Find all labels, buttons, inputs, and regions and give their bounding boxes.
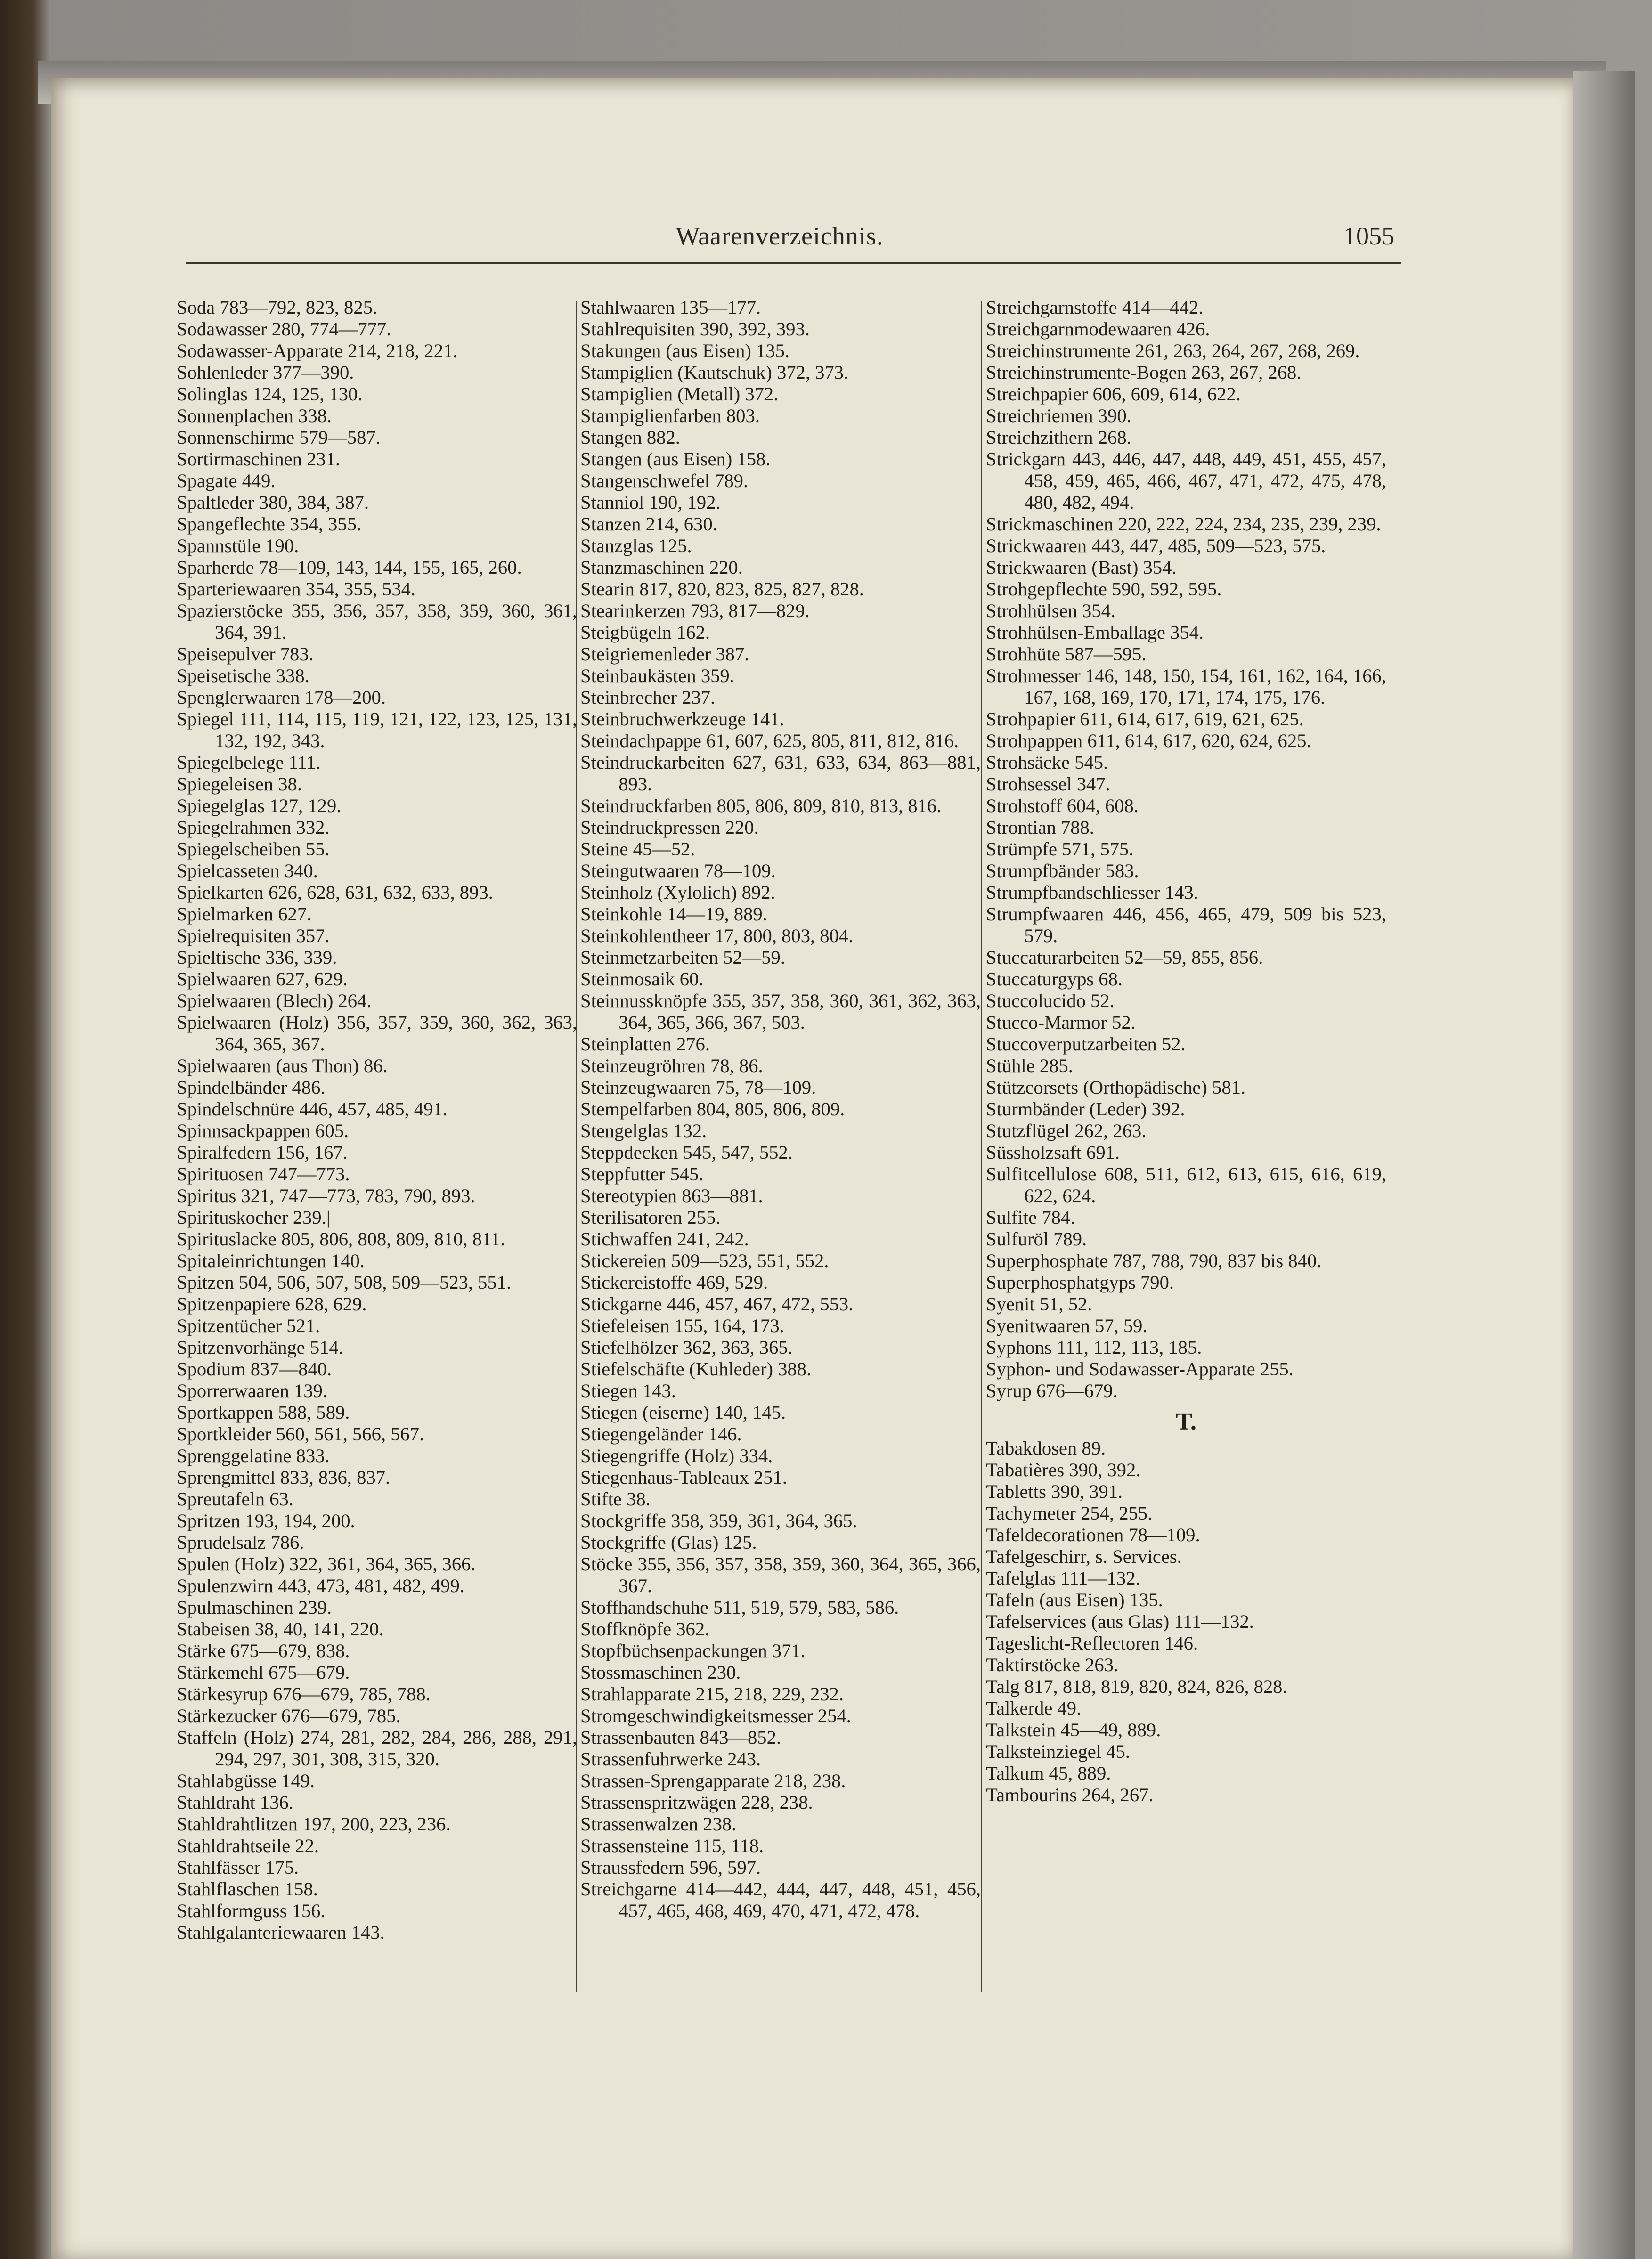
index-entry: Spannstüle 190. (177, 535, 299, 556)
index-entry: Stahlabgüsse 149. (177, 1770, 315, 1791)
index-entry: Syenitwaaren 57, 59. (986, 1315, 1147, 1336)
index-entry: Stangenschwefel 789. (580, 470, 749, 491)
index-entry: Steinplatten 276. (580, 1033, 710, 1055)
index-entry: Strohhülsen-Emballage 354. (986, 622, 1204, 643)
index-entry: Stabeisen 38, 40, 141, 220. (177, 1618, 384, 1640)
index-entry: Strohpappen 611, 614, 617, 620, 624, 625. (986, 730, 1311, 751)
index-entry: Spagate 449. (177, 470, 276, 491)
index-entry: Steigriemenleder 387. (580, 643, 749, 665)
index-entry: Sparherde 78—109, 143, 144, 155, 165, 260. (177, 557, 522, 578)
index-entry: Stanzen 214, 630. (580, 513, 717, 535)
index-entry: Steinbruchwerkzeuge 141. (580, 708, 784, 730)
index-entry: Sulfuröl 789. (986, 1228, 1087, 1250)
index-entry: Strohhülsen 354. (986, 600, 1116, 621)
index-entry: Stempelfarben 804, 805, 806, 809. (580, 1098, 845, 1120)
index-entry: Tambourins 264, 267. (986, 1784, 1154, 1805)
index-column-3-entries (986, 297, 1386, 1402)
index-entry: Stengelglas 132. (580, 1120, 707, 1141)
index-entry: Spritzen 193, 194, 200. (177, 1510, 355, 1531)
index-entry: Sulfitcellulose 608, 511, 612, 613, 615, 616, 619, 622, 624. (986, 1163, 1386, 1206)
index-entry: Stanzmaschinen 220. (580, 557, 743, 578)
index-entry: Spielwaaren (Holz) 356, 357, 359, 360, 362, 363, 364, 365, 367. (177, 1012, 577, 1055)
index-entry: Strickwaaren 443, 447, 485, 509—523, 575. (986, 535, 1326, 556)
index-entry: Strassenwalzen 238. (580, 1813, 737, 1835)
column-divider (981, 301, 982, 1992)
index-entry: Strohsessel 347. (986, 773, 1110, 795)
index-entry: Stopfbüchsenpackungen 371. (580, 1640, 806, 1661)
index-entry: Tageslicht-Reflectoren 146. (986, 1633, 1198, 1654)
index-entry: Spirituosen 747—773. (177, 1163, 350, 1185)
index-entry: Talkerde 49. (986, 1698, 1082, 1719)
index-entry: Spindelbänder 486. (177, 1077, 326, 1098)
index-entry: Sonnenschirme 579—587. (177, 427, 381, 448)
index-entry: Stiegengriffe (Holz) 334. (580, 1445, 773, 1466)
index-entry: Spielwaaren 627, 629. (177, 968, 348, 990)
index-entry: Spitzenvorhänge 514. (177, 1337, 343, 1358)
index-entry: Sterilisatoren 255. (580, 1207, 721, 1228)
index-entry: Speisetische 338. (177, 665, 309, 686)
index-entry: Steinmetzarbeiten 52—59. (580, 947, 785, 968)
index-entry: Sprengmittel 833, 836, 837. (177, 1467, 391, 1488)
index-entry: Strassen-Sprengapparate 218, 238. (580, 1770, 846, 1791)
index-entry: Tabatières 390, 392. (986, 1459, 1141, 1480)
index-entry: Syphons 111, 112, 113, 185. (986, 1337, 1202, 1358)
index-entry: Stahlrequisiten 390, 392, 393. (580, 318, 810, 340)
index-entry: Sodawasser-Apparate 214, 218, 221. (177, 340, 458, 361)
index-entry: Sohlenleder 377—390. (177, 362, 354, 383)
index-entry: Spirituslacke 805, 806, 808, 809, 810, 811. (177, 1228, 505, 1250)
index-entry: Spiegel 111, 114, 115, 119, 121, 122, 123, 125, 131, 132, 192, 343. (177, 708, 577, 751)
index-entry: Talg 817, 818, 819, 820, 824, 826, 828. (986, 1676, 1287, 1697)
index-entry: Stärke 675—679, 838. (177, 1640, 350, 1661)
index-entry: Stickereien 509—523, 551, 552. (580, 1250, 829, 1271)
section-letter-heading: T. (1176, 1408, 1196, 1435)
index-entry: Spangeflechte 354, 355. (177, 513, 362, 535)
index-entry: Stoffknöpfe 362. (580, 1618, 710, 1640)
index-entry: Süssholzsaft 691. (986, 1142, 1120, 1163)
index-entry: Spitzenpapiere 628, 629. (177, 1293, 367, 1315)
index-entry: Stöcke 355, 356, 357, 358, 359, 360, 364, 365, 366, 367. (580, 1553, 981, 1596)
index-entry: Spielkarten 626, 628, 631, 632, 633, 893. (177, 882, 493, 903)
index-column-3 (986, 297, 1386, 1806)
index-entry: Spiegelrahmen 332. (177, 817, 330, 838)
section-t-entries (986, 1438, 1386, 1806)
index-column-2 (580, 297, 981, 1922)
index-entry: Stiegengeländer 146. (580, 1423, 742, 1445)
index-entry: Steinnussknöpfe 355, 357, 358, 360, 361, 362, 363, 364, 365, 366, 367, 503. (580, 990, 981, 1033)
index-entry: Steindruckpressen 220. (580, 817, 759, 838)
index-entry: Streichpapier 606, 609, 614, 622. (986, 383, 1241, 405)
index-entry: Tabletts 390, 391. (986, 1481, 1123, 1502)
index-entry: Steine 45—52. (580, 838, 695, 860)
index-entry: Spielwaaren (aus Thon) 86. (177, 1055, 388, 1076)
index-entry: Spielwaaren (Blech) 264. (177, 990, 372, 1011)
index-entry: Steppdecken 545, 547, 552. (580, 1142, 793, 1163)
index-entry: Strohstoff 604, 608. (986, 795, 1139, 816)
index-entry: Stühle 285. (986, 1055, 1073, 1076)
index-entry: Stahlgalanteriewaaren 143. (177, 1922, 385, 1943)
index-entry: Stanniol 190, 192. (580, 492, 721, 513)
index-entry: Stuccolucido 52. (986, 990, 1115, 1011)
index-entry: Sportkappen 588, 589. (177, 1402, 350, 1423)
index-entry: Spieltische 336, 339. (177, 947, 337, 968)
index-entry: Stossmaschinen 230. (580, 1662, 741, 1683)
index-entry: Streichinstrumente 261, 263, 264, 267, 268, 269. (986, 340, 1360, 361)
index-entry: Stearin 817, 820, 823, 825, 827, 828. (580, 578, 864, 600)
index-entry: Spiegelbelege 111. (177, 752, 321, 773)
index-entry: Stucco-Marmor 52. (986, 1012, 1136, 1033)
index-entry: Stampiglien (Metall) 372. (580, 383, 779, 405)
index-entry: Stiefelhölzer 362, 363, 365. (580, 1337, 793, 1358)
index-entry: Strumpfwaaren 446, 456, 465, 479, 509 bis 523, 579. (986, 903, 1386, 946)
index-entry: Stuccaturarbeiten 52—59, 855, 856. (986, 947, 1263, 968)
index-entry: Stärkemehl 675—679. (177, 1662, 350, 1683)
index-entry: Strümpfe 571, 575. (986, 838, 1134, 860)
index-entry: Stahlformguss 156. (177, 1900, 326, 1921)
index-entry: Stahlflaschen 158. (177, 1878, 318, 1900)
index-entry: Stampiglien (Kautschuk) 372, 373. (580, 362, 849, 383)
index-entry: Strohsäcke 545. (986, 752, 1108, 773)
index-entry: Speisepulver 783. (177, 643, 314, 665)
index-entry: Spirituskocher 239.| (177, 1207, 330, 1228)
index-entry: Streichriemen 390. (986, 405, 1131, 426)
index-entry: Tafeldecorationen 78—109. (986, 1524, 1200, 1545)
index-entry: Sonnenplachen 338. (177, 405, 332, 426)
index-entry: Steindruckarbeiten 627, 631, 633, 634, 863—881, 893. (580, 752, 981, 795)
index-entry: Stiefelschäfte (Kuhleder) 388. (580, 1358, 812, 1380)
index-entry: Spiritus 321, 747—773, 783, 790, 893. (177, 1185, 475, 1206)
index-entry: Spiegelscheiben 55. (177, 838, 330, 860)
index-entry: Spitzen 504, 506, 507, 508, 509—523, 551. (177, 1272, 512, 1293)
index-entry: Sturmbänder (Leder) 392. (986, 1098, 1185, 1120)
index-entry: Tafelgeschirr, s. Services. (986, 1546, 1182, 1567)
index-entry: Spulen (Holz) 322, 361, 364, 365, 366. (177, 1553, 476, 1575)
index-entry: Syphon- und Sodawasser-Apparate 255. (986, 1358, 1294, 1380)
index-entry: Strickmaschinen 220, 222, 224, 234, 235, 239, 239. (986, 513, 1381, 535)
index-entry: Spaltleder 380, 384, 387. (177, 492, 369, 513)
index-entry: Stahlwaaren 135—177. (580, 297, 761, 318)
index-entry: Streichgarne 414—442, 444, 447, 448, 451, 456, 457, 465, 468, 469, 470, 471, 472, 478. (580, 1878, 981, 1921)
index-entry: Stahlfässer 175. (177, 1857, 299, 1878)
index-entry: Strickwaaren (Bast) 354. (986, 557, 1177, 578)
book-cover-right-edge (1573, 71, 1635, 2259)
index-entry: Strohmesser 146, 148, 150, 154, 161, 162, 164, 166, 167, 168, 169, 170, 171, 174, 175, 176. (986, 665, 1386, 708)
index-entry: Steinbrecher 237. (580, 687, 716, 708)
index-entry: Talksteinziegel 45. (986, 1741, 1130, 1762)
index-entry: Spielrequisiten 357. (177, 925, 330, 946)
index-entry: Stiegen 143. (580, 1380, 676, 1401)
index-entry: Steinmosaik 60. (580, 968, 704, 990)
index-entry: Stereotypien 863—881. (580, 1185, 763, 1206)
index-entry: Spindelschnüre 446, 457, 485, 491. (177, 1098, 448, 1120)
index-entry: Stoffhandschuhe 511, 519, 579, 583, 586. (580, 1597, 899, 1618)
index-entry: Strickgarn 443, 446, 447, 448, 449, 451, 455, 457, 458, 459, 465, 466, 467, 471, 472, 475, 478, 480, 482, 494. (986, 448, 1386, 513)
index-entry: Stiefeleisen 155, 164, 173. (580, 1315, 784, 1336)
header-rule (186, 262, 1401, 264)
index-entry: Spiralfedern 156, 167. (177, 1142, 348, 1163)
index-entry: Stifte 38. (580, 1488, 651, 1510)
index-entry: Spulmaschinen 239. (177, 1597, 332, 1618)
index-entry: Stahldrahtlitzen 197, 200, 223, 236. (177, 1813, 451, 1835)
index-entry: Stangen (aus Eisen) 158. (580, 448, 771, 470)
index-entry: Tafeln (aus Eisen) 135. (986, 1589, 1163, 1610)
index-entry: Stichwaffen 241, 242. (580, 1228, 749, 1250)
index-entry: Stuccoverputzarbeiten 52. (986, 1033, 1186, 1055)
index-entry: Steinholz (Xylolich) 892. (580, 882, 775, 903)
index-entry: Steigbügeln 162. (580, 622, 710, 643)
index-entry: Spielmarken 627. (177, 903, 312, 925)
index-entry: Tachymeter 254, 255. (986, 1503, 1153, 1524)
index-entry: Stahldrahtseile 22. (177, 1835, 319, 1856)
index-entry: Steingutwaaren 78—109. (580, 860, 776, 881)
index-entry: Stockgriffe 358, 359, 361, 364, 365. (580, 1510, 857, 1531)
index-entry: Sulfite 784. (986, 1207, 1075, 1228)
index-entry: Strohhüte 587—595. (986, 643, 1147, 665)
index-entry: Steppfutter 545. (580, 1163, 704, 1185)
index-entry: Strontian 788. (986, 817, 1094, 838)
index-entry: Sprenggelatine 833. (177, 1445, 330, 1466)
index-entry: Sparteriewaaren 354, 355, 534. (177, 578, 416, 600)
index-entry: Tabakdosen 89. (986, 1438, 1106, 1459)
index-entry: Stromgeschwindigkeitsmesser 254. (580, 1705, 851, 1726)
index-entry: Sodawasser 280, 774—777. (177, 318, 391, 340)
index-entry: Syenit 51, 52. (986, 1293, 1092, 1315)
index-entry: Stahldraht 136. (177, 1792, 293, 1813)
index-entry: Strohpapier 611, 614, 617, 619, 621, 625. (986, 708, 1304, 730)
index-entry: Sportkleider 560, 561, 566, 567. (177, 1423, 424, 1445)
index-entry: Steinbaukästen 359. (580, 665, 734, 686)
index-entry: Solinglas 124, 125, 130. (177, 383, 363, 405)
index-entry: Spodium 837—840. (177, 1358, 332, 1380)
index-entry: Sprudelsalz 786. (177, 1532, 304, 1553)
index-entry: Steindachpappe 61, 607, 625, 805, 811, 812, 816. (580, 730, 959, 751)
index-entry: Superphosphate 787, 788, 790, 837 bis 840. (986, 1250, 1322, 1271)
index-entry: Spulenzwirn 443, 473, 481, 482, 499. (177, 1575, 464, 1596)
index-entry: Stangen 882. (580, 427, 680, 448)
index-entry: Strassenspritzwägen 228, 238. (580, 1792, 813, 1813)
index-entry: Strohgepflechte 590, 592, 595. (986, 578, 1222, 600)
index-entry: Strumpfbandschliesser 143. (986, 882, 1198, 903)
index-column-1 (177, 297, 577, 1943)
index-entry: Stickgarne 446, 457, 467, 472, 553. (580, 1293, 854, 1315)
index-entry: Streichgarnstoffe 414—442. (986, 297, 1204, 318)
index-entry: Staffeln (Holz) 274, 281, 282, 284, 286, 288, 291, 294, 297, 301, 308, 315, 320. (177, 1727, 577, 1770)
index-entry: Stärkesyrup 676—679, 785, 788. (177, 1683, 431, 1705)
index-entry: Taktirstöcke 263. (986, 1654, 1119, 1675)
index-entry: Steindruckfarben 805, 806, 809, 810, 813, 816. (580, 795, 942, 816)
index-entry: Stutzflügel 262, 263. (986, 1120, 1147, 1141)
index-entry: Spielcasseten 340. (177, 860, 318, 881)
index-entry: Spreutafeln 63. (177, 1488, 293, 1510)
index-entry: Steinkohlentheer 17, 800, 803, 804. (580, 925, 854, 946)
index-entry: Steinzeugröhren 78, 86. (580, 1055, 763, 1076)
index-entry: Streichzithern 268. (986, 427, 1131, 448)
index-entry: Spinnsackpappen 605. (177, 1120, 349, 1141)
index-entry: Spiegeleisen 38. (177, 773, 302, 795)
index-entry: Straussfedern 596, 597. (580, 1857, 761, 1878)
index-entry: Stickereistoffe 469, 529. (580, 1272, 768, 1293)
index-entry: Spiegelglas 127, 129. (177, 795, 342, 816)
index-entry: Stampiglienfarben 803. (580, 405, 760, 426)
index-entry: Stiegen (eiserne) 140, 145. (580, 1402, 786, 1423)
index-entry: Spenglerwaaren 178—200. (177, 687, 386, 708)
index-entry: Sporrerwaaren 139. (177, 1380, 327, 1401)
index-entry: Soda 783—792, 823, 825. (177, 297, 378, 318)
index-entry: Stearinkerzen 793, 817—829. (580, 600, 810, 621)
index-entry: Stiegenhaus-Tableaux 251. (580, 1467, 787, 1488)
index-entry: Tafelglas 111—132. (986, 1568, 1140, 1589)
index-entry: Stützcorsets (Orthopädische) 581. (986, 1077, 1246, 1098)
page-number: 1055 (1343, 222, 1394, 250)
index-entry: Stakungen (aus Eisen) 135. (580, 340, 790, 361)
index-entry: Streichgarnmodewaaren 426. (986, 318, 1210, 340)
index-entry: Talkum 45, 889. (986, 1763, 1111, 1784)
index-entry: Strassenfuhrwerke 243. (580, 1748, 761, 1770)
index-entry: Tafelservices (aus Glas) 111—132. (986, 1611, 1254, 1632)
index-entry: Spitaleinrichtungen 140. (177, 1250, 365, 1271)
index-entry: Stuccaturgyps 68. (986, 968, 1123, 990)
index-entry: Strassenbauten 843—852. (580, 1727, 781, 1748)
index-entry: Stärkezucker 676—679, 785. (177, 1705, 401, 1726)
index-entry: Strahlapparate 215, 218, 229, 232. (580, 1683, 844, 1705)
index-entry: Stanzglas 125. (580, 535, 692, 556)
index-entry: Strumpfbänder 583. (986, 860, 1139, 881)
index-entry: Spitzentücher 521. (177, 1315, 320, 1336)
index-entry: Steinkohle 14—19, 889. (580, 903, 767, 925)
index-entry: Spazierstöcke 355, 356, 357, 358, 359, 360, 361, 364, 391. (177, 600, 577, 643)
index-entry: Strassensteine 115, 118. (580, 1835, 764, 1856)
index-entry: Superphosphatgyps 790. (986, 1272, 1174, 1293)
index-entry: Sortirmaschinen 231. (177, 448, 341, 470)
index-entry: Talkstein 45—49, 889. (986, 1719, 1161, 1740)
index-entry: Stockgriffe (Glas) 125. (580, 1532, 757, 1553)
index-entry: Streichinstrumente-Bogen 263, 267, 268. (986, 362, 1302, 383)
page-header-title: Waarenverzeichnis. (675, 222, 884, 250)
index-entry: Syrup 676—679. (986, 1380, 1118, 1401)
index-entry: Steinzeugwaaren 75, 78—109. (580, 1077, 816, 1098)
